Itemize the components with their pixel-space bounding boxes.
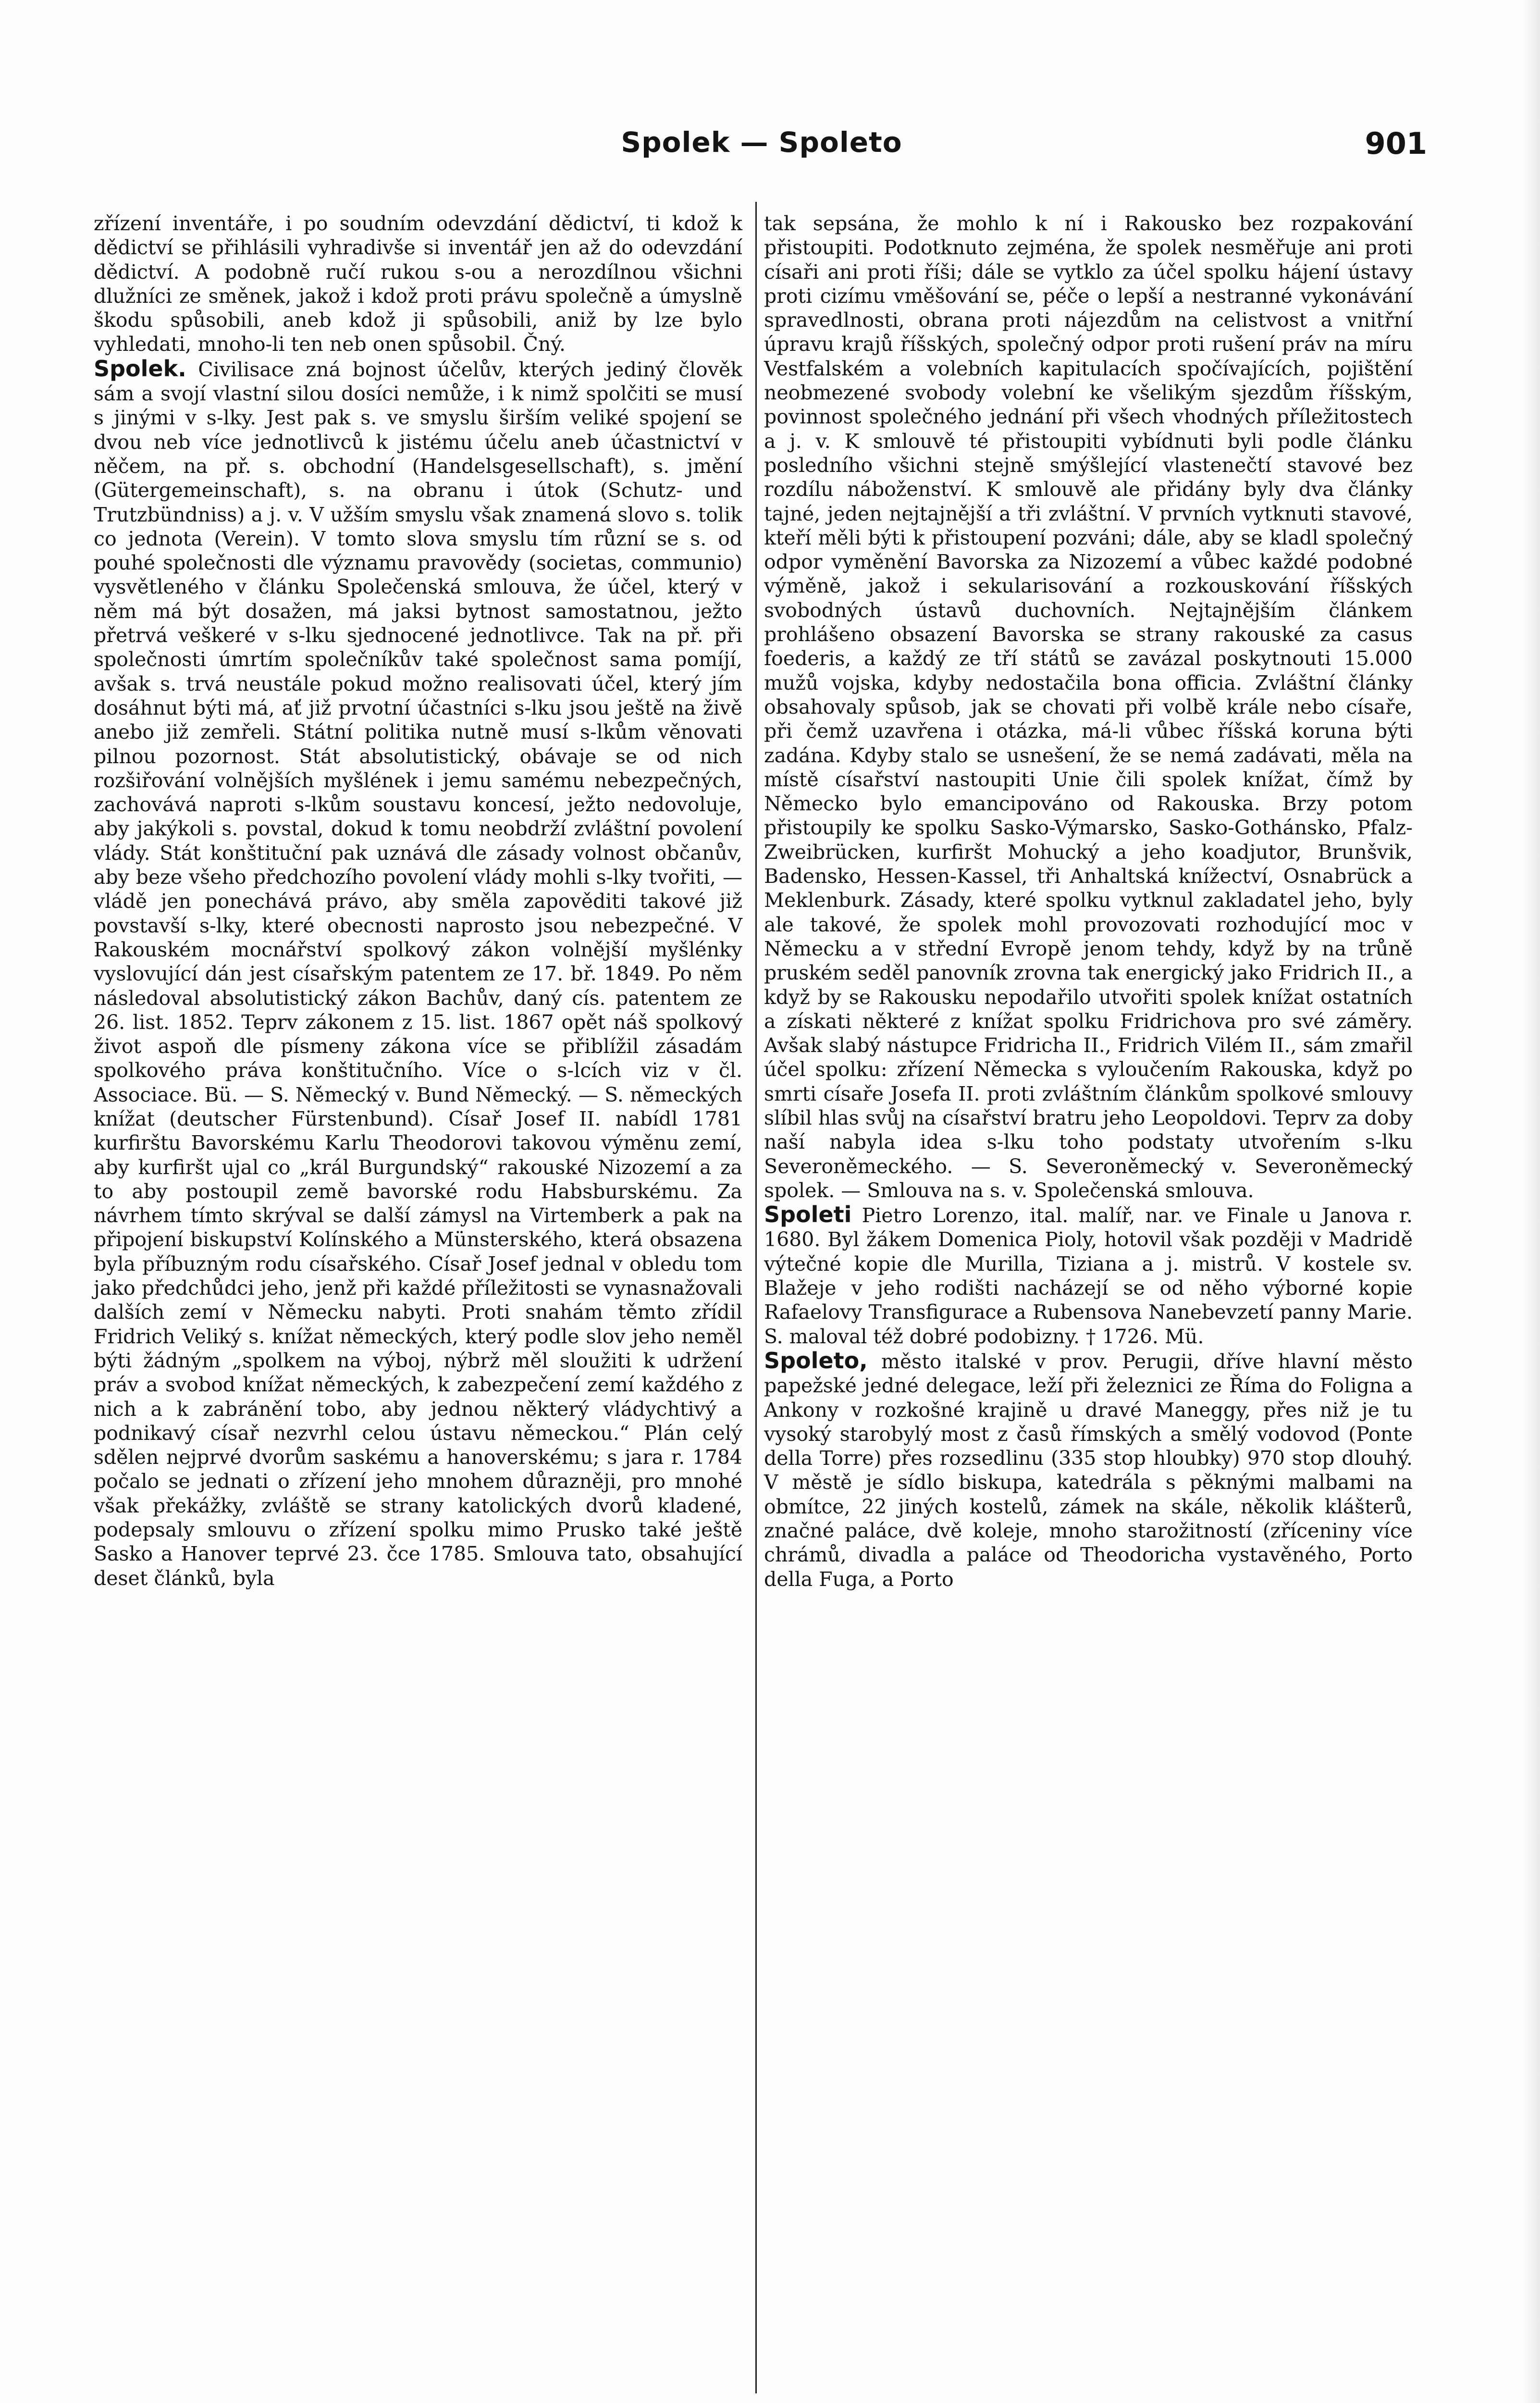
paragraph-continuation-right: tak sepsána, že mohlo k ní i Rakousko bez rozpakování přistoupiti. Podotknuto zejména, že spolek nesměřuje ani proti císaři ani proti říši; dále se vytklo za účel spolku hájení ústavy proti cizímu vměšování se, péče o lepší a nestranné vykonávání spravedlnosti, obrana proti nájezdům na celistvost a vnitřní úpravu krajů říšských, společný odpor proti rušení práv na míru Vestfalském a volebních kapitulacích spočívajících, pojištění neobmezené svobody volební ke všelikým sjezdům říšským, povinnost společného jednání při všech vhodných příležitostech a j. v. K smlouvě té přistoupiti vybídnuti byli podle článku posledního všichni stejně smýšlející vlastenečtí stavové bez rozdílu náboženství. K smlouvě ale přidány byly dva články tajné, jeden nejtajnější a tři zvláštní. V prvních vytknuti stavové, kteří měli býti k přistoupení pozváni; dále, aby se kladl společný odpor vyměnění Bavorska za Nizozemí a vůbec každé podobné výměně, jakož i sekularisování a rozkouskování říšských svobodných ústavů duchovních. Nejtajnějším článkem prohlášeno obsazení Bavorska se strany rakouské za casus foederis, a každý ze tří států se zavázal poskytnouti 15.000 mužů vojska, kdyby nedostačila bona officia. Zvláštní články obsahovaly spůsob, jak se chovati při volbě krále nebo císaře, při čemž uzavřena i otázka, má-li vůbec říšská koruna býti zadána. Kdyby stalo se usnešení, že se nemá zadávati, měla na místě císařství nastoupiti Unie čili spolek knížat, čímž by Německo bylo emancipováno od Rakouska. Brzy potom přistoupily ke spolku Sasko-Výmarsko, Sasko-Gothánsko, Pfalz-Zweibrücken, kurfiršt Mohucký a jeho koadjutor, Brunšvik, Badensko, Hessen-Kassel, tři Anhaltská knížectví, Osnabrück a Meklenburk. Zásady, které spolku vytknul zakladatel jeho, byly ale takové, že spolek mohl provozovati rozhodující moc v Německu a v střední Evropě jenom tehdy, když by na trůně pruském seděl panovník zrovna tak energický jako Fridrich II., a když by se Rakousku nepodařilo utvořiti spolek knížat ostatních a získati některé z knížat spolku Fridrichova pro své záměry. Avšak slabý nástupce Fridricha II., Fridrich Vilém II., sám zmařil účel spolku: zřízení Německa s vyloučením Rakouska, když po smrti císaře Josefa II. proti zvláštním článkům spolkové smlouvy slíbil hlas svůj na císařství bratru jeho Leopoldovi. Teprv za doby naší nabyla idea s-lku toho podstaty utvořením s-lku Severoněmeckého. — S. Severoněmecký v. Severoněmecký spolek. — Smlouva na s. v. Společenská smlouva. [764,212,1413,1202]
headword-spoleto: Spoleto, [764,1347,868,1374]
left-column [94,211,742,1590]
right-column [764,211,1413,1591]
running-title: Spolek — Spoleto [621,126,902,159]
entry-spoleto-text: město italské v prov. Perugii, dříve hlavní město papežské jedné delegace, leží při železnici ze Říma do Foligna a Ankony v rozkošné krajině u dravé Maneggy, přes niž je tu vysoký starobylý most z časů římských a smělý vodovod (Ponte della Torre) přes rozsedlinu (335 stop hloubky) 970 stop dlouhý. V městě je sídlo biskupa, katedrála s pěknými malbami na obmítce, 22 jiných kostelů, zámek na skále, několik klášterů, značné paláce, dvě koleje, mnoho starožitností (zříceniny více chrámů, divadla a paláce od Theodoricha vystavěného, Porto della Fuga, a Porto [764,1350,1413,1591]
page-number: 901 [1365,126,1427,161]
column-divider [755,202,757,2393]
headword-spolek: Spolek. [94,355,186,382]
page-edge-shadow [1521,0,1540,2403]
entry-spolek [94,357,742,1590]
entry-spoleti [764,1202,1413,1349]
entry-spoleto [764,1349,1413,1591]
entry-spolek-text: Civilisace zná bojnost účelův, kterých jediný člověk sám a svojí vlastní silou dosíci nemůže, i k nimž spolčiti se musí s jinými v s-lky. Jest pak s. ve smyslu širším veliké spojení se dvou neb více jednotlivců k jistému účelu aneb účastnictví v něčem, na př. s. obchodní (Handelsgesellschaft), s. jmění (Gütergemeinschaft), s. na obranu i útok (Schutz- und Trutzbündniss) a j. v. V užším smyslu však znamená slovo s. tolik co jednota (Verein). V tomto slova smyslu tím různí se s. od pouhé společnosti dle významu pravovědy (societas, communio) vysvětleného v článku Společenská smlouva, že účel, který v něm má být dosažen, má jaksi bytnost samostatnou, ježto přetrvá veškeré v s-lku sjednocené jednotlivce. Tak na př. při společnosti úmrtím společníkův také společnost sama pomíjí, avšak s. trvá neustále pokud možno realisovati účel, který jím dosáhnut býti má, ať již prvotní účastníci s-lku jsou ještě na živě anebo již zemřeli. Státní politika nutně musí s-lkům věnovati pilnou pozornost. Stát absolutistický, obávaje se od nich rozšiřování volnějších myšlének i jemu samému nebezpečných, zachovává naproti s-lkům soustavu koncesí, ježto nedovoluje, aby jakýkoli s. povstal, dokud k tomu neobdrží zvláštní povolení vlády. Stát konštituční pak uznává dle zásady volnost občanův, aby beze všeho předchozího povolení vlády mohli s-lky tvořiti, — vládě jen ponechává právo, aby směla zapověditi takové již povstavší s-lky, které obecnosti naprosto jsou nebezpečné. V Rakouském mocnářství spolkový zákon volnější myšlénky vyslovující dán jest císařským patentem ze 17. bř. 1849. Po něm následoval absolutistický zákon Bachův, daný cís. patentem ze 26. list. 1852. Teprv zákonem z 15. list. 1867 opět náš spolkový život aspoň dle písmeny zákona více se přiblížil zásadám spolkového práva konštitučního. Více o s-lcích viz v čl. Associace. Bü. — S. Německý v. Bund Německý. — S. německých knížat (deutscher Fürstenbund). Císař Josef II. nabídl 1781 kurfirštu Bavorskému Karlu Theodorovi takovou výměnu zemí, aby kurfiršt ujal co „král Burgundský“ rakouské Nizozemí a za to aby postoupil země bavorské rodu Habsburskému. Za návrhem tímto skrýval se další zámysl na Virtemberk a pak na připojení biskupství Kolínského a Münsterského, která obsazena byla příbuzným rodu císařského. Císař Josef jednal v obledu tom jako předchůdci jeho, jenž při každé příležitosti se vynasnažovali dalších zemí v Německu nabyti. Proti snahám těmto zřídil Fridrich Veliký s. knížat německých, který podle slov jeho neměl býti žádným „spolkem na výboj, nýbrž měl sloužiti k udržení práv a svobod knížat německých, k zabezpečení zemí každého z nich a k zabránění tobo, aby jednou některý vládychtivý a podnikavý císař nezvrhl celou ústavu německou.“ Plán celý sdělen nejprvé dvorům saskému a hanoverskému; s jara r. 1784 počalo se jednati o zřízení jeho mnohem důrazněji, pro mnohé však překážky, zvláště se strany katolických dvorů kladené, podepsaly smlouvu o zřízení spolku mimo Prusko také ještě Sasko a Hanover teprvé 23. čce 1785. Smlouva tato, obsahující deset článků, byla [94,358,742,1590]
headword-spoleti: Spoleti [764,1202,852,1228]
page-header [96,126,1427,179]
paragraph-continuation: zřízení inventáře, i po soudním odevzdání dědictví, ti kdož k dědictví se přihlásili vyhradivše si inventář jen až do odevzdání dědictví. A podobně ručí rukou s-ou a nerozdílnou všichni dlužníci ze směnek, jakož i kdož proti právu společně a úmyslně škodu spůsobili, aneb kdož ji spůsobili, aniž by lze bylo vyhledati, mnoho-li ten neb onen spůsobil. Čný. [94,212,742,356]
entry-spoleti-text: Pietro Lorenzo, ital. malíř, nar. ve Finale u Janova r. 1680. Byl žákem Domenica Pioly, hotovil však později v Madridě výtečné kopie dle Murilla, Tiziana a j. mistrů. V kostele sv. Blažeje v jeho rodišti nacházejí se od něho výborné kopie Rafaelovy Transfigurace a Rubensova Nanebevzetí panny Marie. S. maloval též dobré podobizny. † 1726. Mü. [764,1204,1413,1348]
